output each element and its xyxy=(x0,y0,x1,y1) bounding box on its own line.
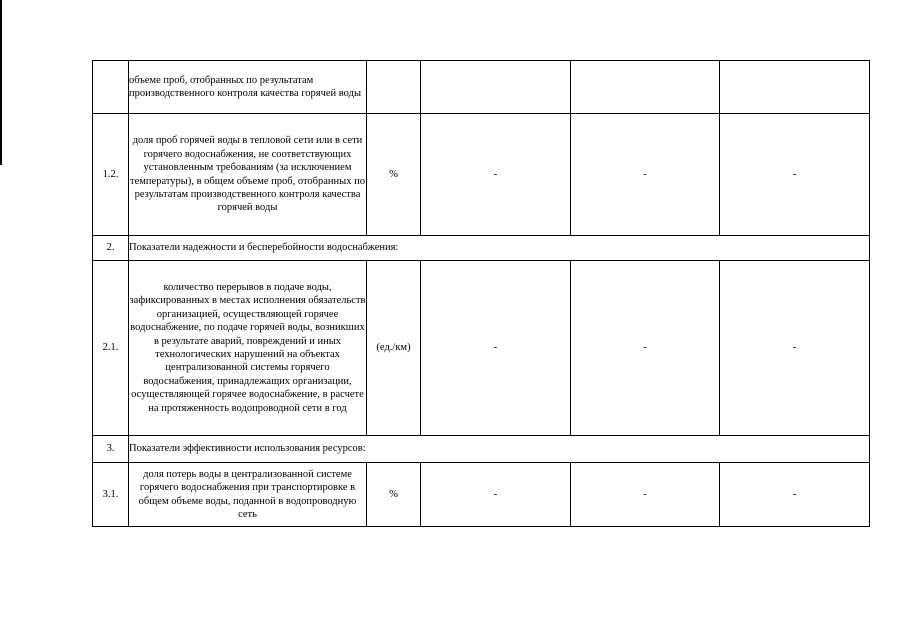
value-cell: - xyxy=(571,261,720,436)
scan-edge-mark xyxy=(0,0,2,165)
value-cell xyxy=(720,61,870,114)
section-row xyxy=(93,236,870,261)
indicator-description: объеме проб, отобранных по результатам производственного контроля качества горячей воды xyxy=(129,61,367,114)
indicators-table xyxy=(92,60,870,527)
unit-cell: (ед./км) xyxy=(367,261,421,436)
unit-cell: % xyxy=(367,463,421,527)
value-cell: - xyxy=(421,463,571,527)
table-row xyxy=(93,463,870,527)
table-row xyxy=(93,61,870,114)
row-number: 3.1. xyxy=(93,463,129,527)
unit-cell: % xyxy=(367,114,421,236)
indicator-description: доля потерь воды в централизованной системе горячего водоснабжения при транспортировке в общем объеме воды, поданной в водопроводную сеть xyxy=(129,463,367,527)
section-row xyxy=(93,436,870,463)
value-cell: - xyxy=(571,114,720,236)
value-cell: - xyxy=(571,463,720,527)
row-number: 2.1. xyxy=(93,261,129,436)
indicator-description: доля проб горячей воды в тепловой сети или в сети горячего водоснабжения, не соответствующих установленным требованиям (за исключением температуры), в общем объеме проб, отобранных по результатам производственного контроля качества горячей воды xyxy=(129,114,367,236)
value-cell: - xyxy=(421,114,571,236)
value-cell xyxy=(571,61,720,114)
value-cell: - xyxy=(720,463,870,527)
table-row xyxy=(93,261,870,436)
section-heading: Показатели надежности и бесперебойности водоснабжения: xyxy=(129,236,870,261)
section-number: 3. xyxy=(93,436,129,463)
indicator-description: количество перерывов в подаче воды, зафиксированных в местах исполнения обязательств организацией, осуществляющей горячее водоснабжение, по подаче горячей воды, возникших в результате аварий, повреждений и иных технологических нарушений на объектах централизованной системы горячего водоснабжения, принадлежащих организации, осуществляющей горячее водоснабжение, в расчете на протяженность водопроводной сети в год xyxy=(129,261,367,436)
value-cell: - xyxy=(421,261,571,436)
row-number: 1.2. xyxy=(93,114,129,236)
value-cell xyxy=(421,61,571,114)
section-number: 2. xyxy=(93,236,129,261)
row-number xyxy=(93,61,129,114)
value-cell: - xyxy=(720,114,870,236)
section-heading: Показатели эффективности использования ресурсов: xyxy=(129,436,870,463)
table-row xyxy=(93,114,870,236)
unit-cell xyxy=(367,61,421,114)
value-cell: - xyxy=(720,261,870,436)
